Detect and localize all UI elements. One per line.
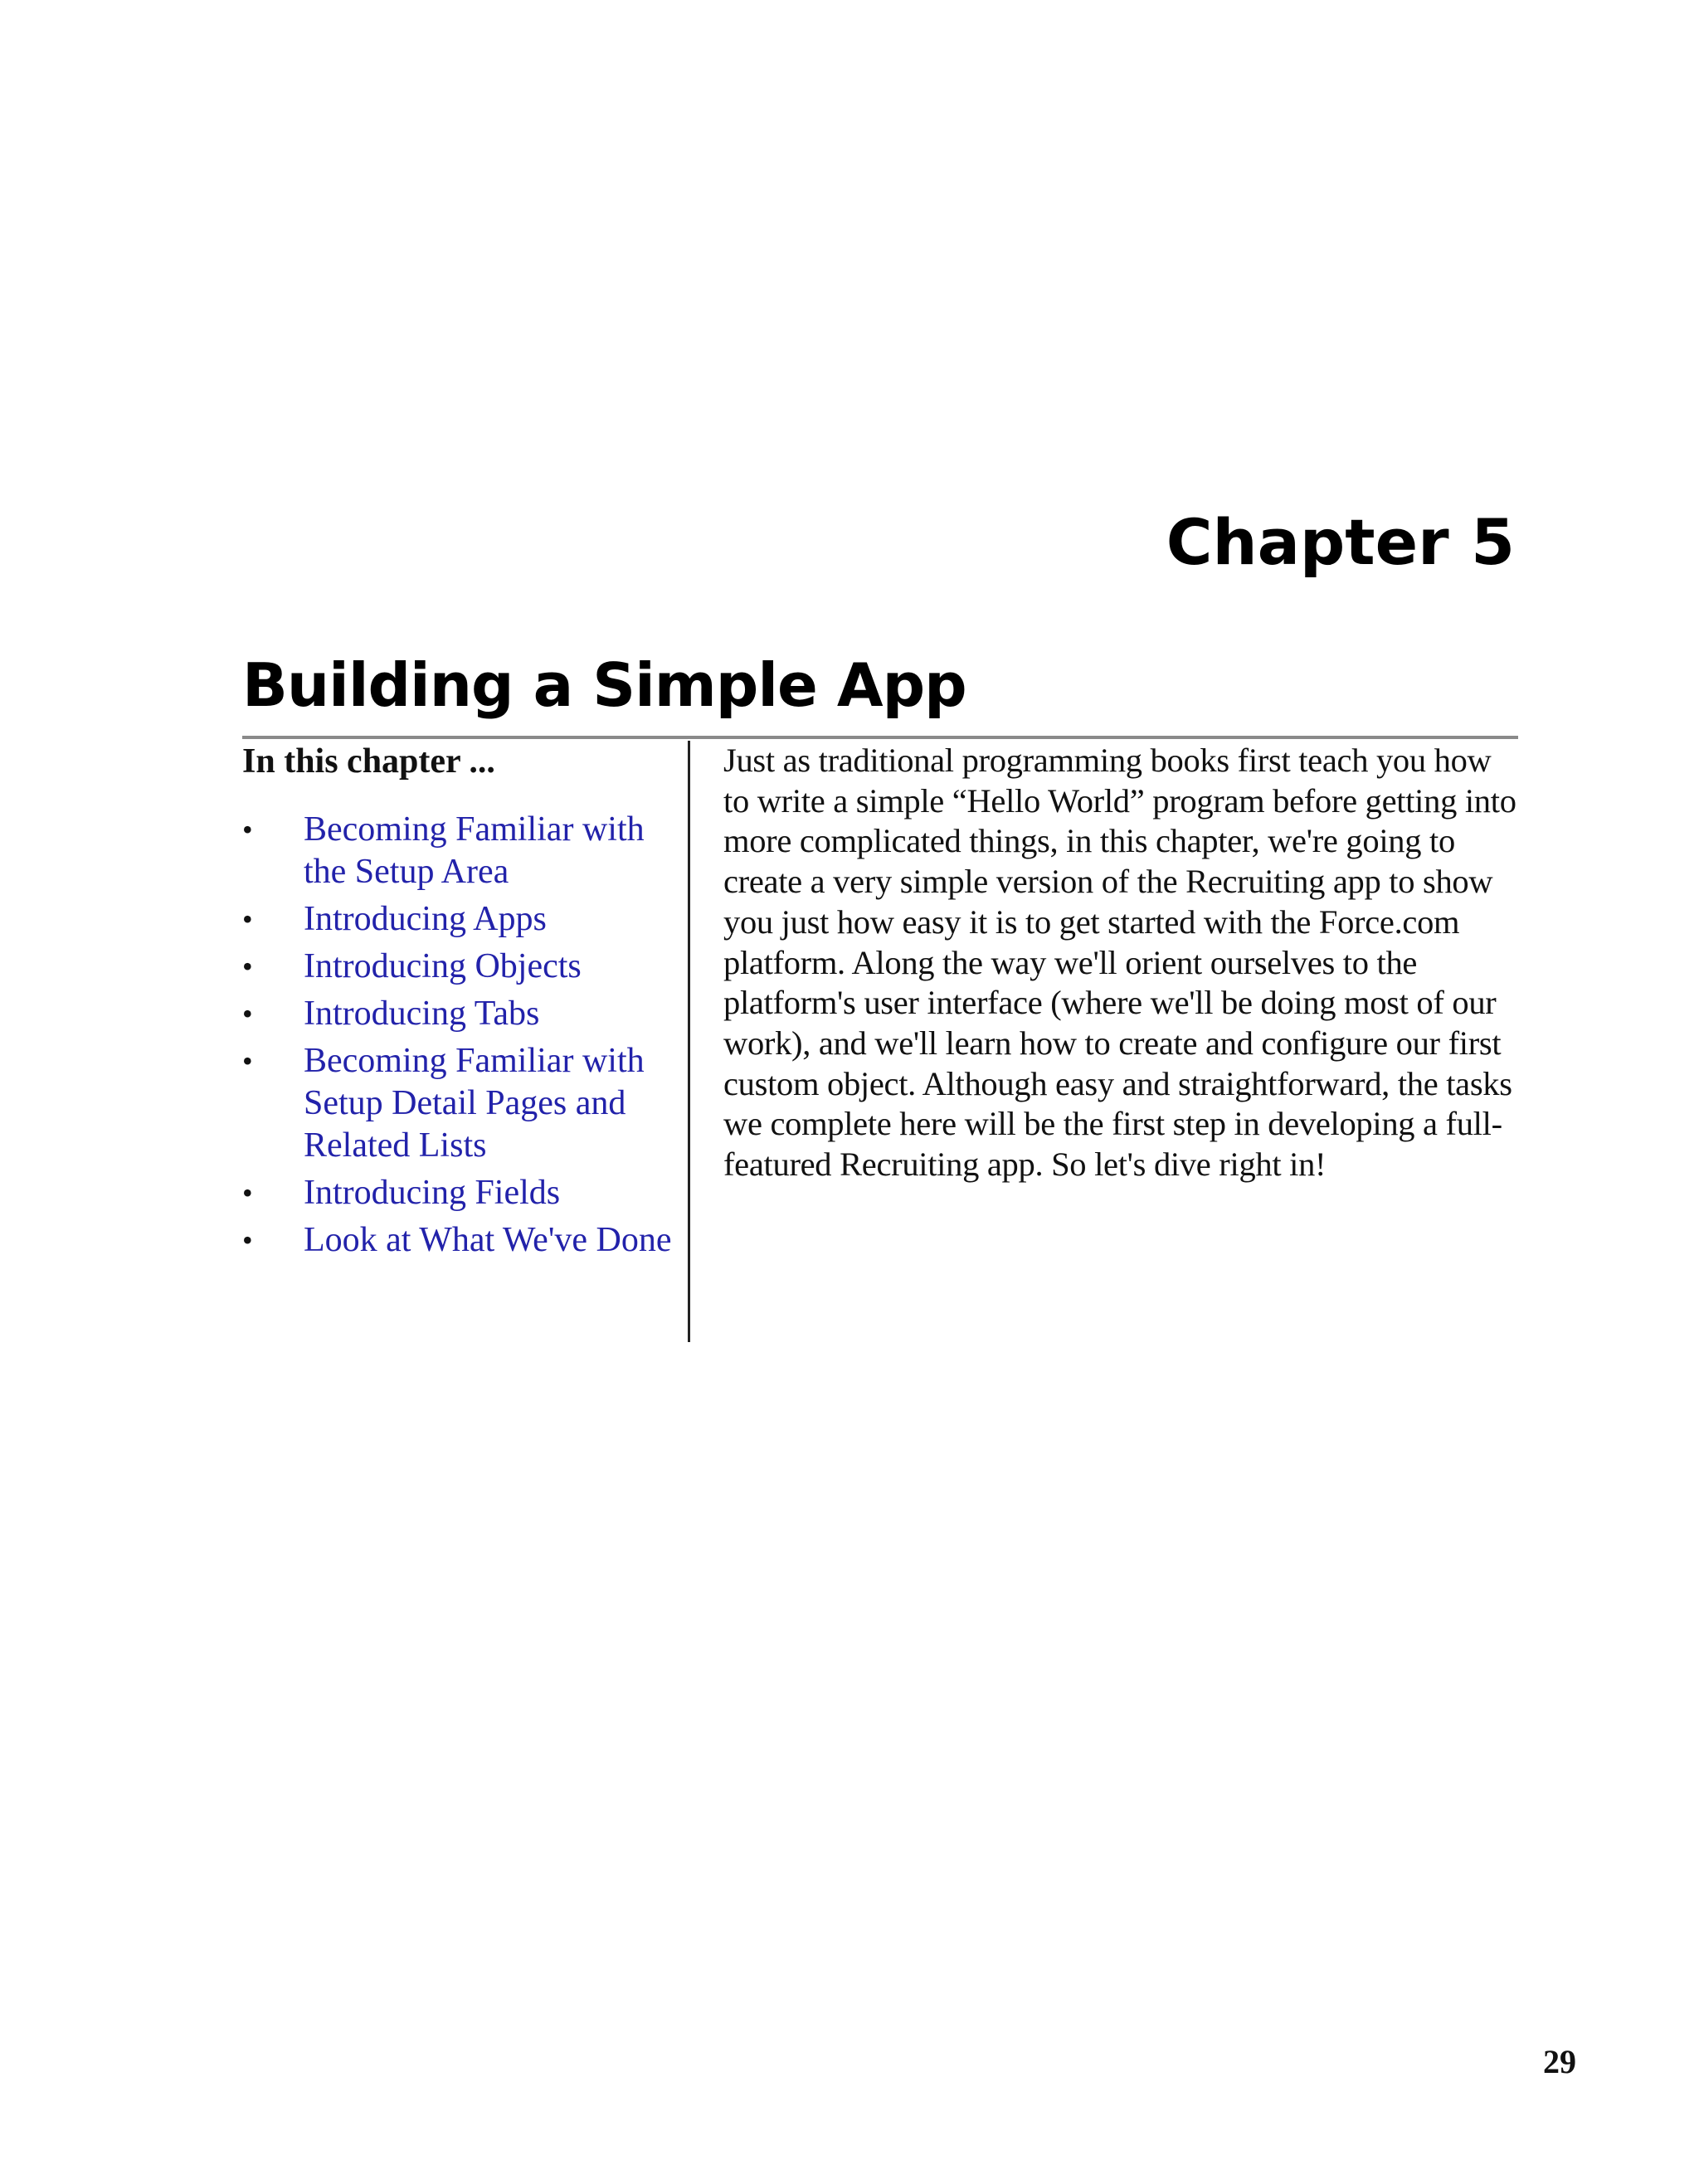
list-item — [242, 898, 674, 941]
bullet-icon: • — [242, 902, 253, 936]
toc-link-detail-pages[interactable]: Becoming Familiar with Setup Detail Pages and Related Lists — [304, 1042, 645, 1165]
chapter-contents-sidebar — [242, 741, 674, 1267]
chapter-title: Building a Simple App — [242, 650, 966, 720]
toc-link-apps[interactable]: Introducing Apps — [304, 900, 547, 938]
chapter-label: Chapter 5 — [1166, 505, 1515, 579]
toc-link-setup-area[interactable]: Becoming Familiar with the Setup Area — [304, 810, 645, 891]
bullet-icon: • — [242, 950, 253, 983]
chapter-contents-list — [242, 809, 674, 1262]
toc-link-tabs[interactable]: Introducing Tabs — [304, 995, 540, 1033]
list-item — [242, 809, 674, 893]
bullet-icon: • — [242, 813, 253, 846]
toc-link-what-weve-done[interactable]: Look at What We've Done — [304, 1221, 672, 1259]
list-item — [242, 1040, 674, 1167]
intro-paragraph: Just as traditional programming books first teach you how to write a simple “Hello World” program before getting into more complicated things, in this chapter, we're going to create a very simple version of the Recruiting app to show you just how easy it is to get started with the Force.com platform. Along the way we'll orient ourselves to the platform's user interface (where we'll be doing most of our work), and we'll learn how to create and configure our first custom object. Although easy and straightforward, the tasks we complete here will be the first step in developing a full-featured Recruiting app. So let's dive right in! — [723, 742, 1516, 1184]
list-item — [242, 946, 674, 988]
column-divider — [688, 741, 690, 1342]
bullet-icon: • — [242, 1044, 253, 1077]
bullet-icon: • — [242, 997, 253, 1030]
toc-link-fields[interactable]: Introducing Fields — [304, 1174, 561, 1212]
bullet-icon: • — [242, 1223, 253, 1257]
list-item — [242, 1172, 674, 1214]
title-divider — [242, 736, 1518, 739]
toc-link-objects[interactable]: Introducing Objects — [304, 947, 582, 985]
list-item — [242, 1219, 674, 1262]
chapter-intro — [723, 741, 1524, 1185]
page-number: 29 — [1543, 2043, 1576, 2080]
bullet-icon: • — [242, 1176, 253, 1209]
in-this-chapter-heading: In this chapter ... — [242, 742, 495, 781]
list-item — [242, 993, 674, 1035]
